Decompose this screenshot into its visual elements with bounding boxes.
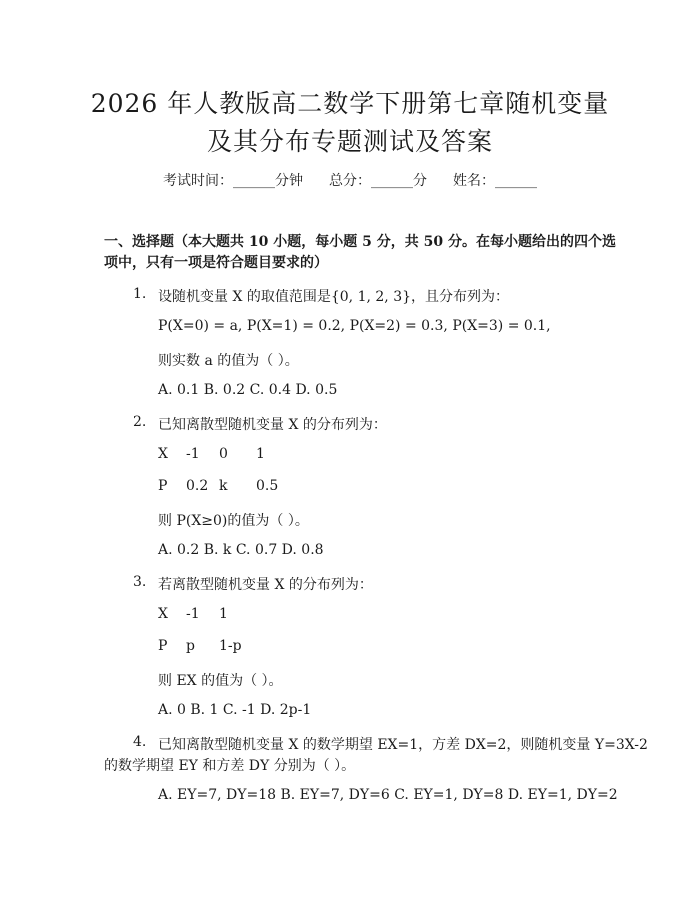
section-heading-line-2: 项中，只有一项是符合题目要求的） [104,255,328,271]
question-2-ask: 则 P(X≥0)的值为（ ）。 [158,513,309,529]
question-2-stem: 已知离散型随机变量 X 的分布列为： [158,417,387,433]
question-3-number: 3. [133,574,147,590]
table-cell: X [158,606,168,622]
section-heading-line-1: 一、选择题（本大题共 10 小题，每小题 5 分，共 50 分。在每小题给出的四个选 [104,234,616,250]
table-cell: 1-p [219,638,242,654]
question-4-options: A. EY=7, DY=18 B. EY=7, DY=6 C. EY=1, DY=8 D. EY=1, DY=2 [158,787,618,803]
question-1-options: A. 0.1 B. 0.2 C. 0.4 D. 0.5 [158,382,338,398]
student-name-field: 姓名：______ [453,173,537,189]
question-3-stem: 若离散型随机变量 X 的分布列为： [158,577,373,593]
table-cell: P [158,478,168,494]
table-cell: 1 [256,446,265,462]
question-4-stem-line-1: 已知离散型随机变量 X 的数学期望 EX=1，方差 DX=2，则随机变量 Y=3X-2 [158,737,648,753]
question-3-options: A. 0 B. 1 C. -1 D. 2p-1 [158,702,312,718]
table-cell: 0.5 [256,478,279,494]
table-cell: k [219,478,228,494]
table-cell: X [158,446,168,462]
question-1-stem: 设随机变量 X 的取值范围是{0, 1, 2, 3}，且分布列为： [158,289,510,305]
question-4-number: 4. [133,734,147,750]
exam-meta [0,170,700,190]
question-2-options: A. 0.2 B. k C. 0.7 D. 0.8 [158,542,324,558]
question-1-distribution: P(X=0) = a, P(X=1) = 0.2, P(X=2) = 0.3, P(X=3) = 0.1, [158,318,551,334]
question-2-number: 2. [133,414,147,430]
table-cell: 0.2 [186,478,209,494]
table-cell: P [158,638,168,654]
table-cell: 1 [219,606,228,622]
exam-score-field: 总分：______分 [329,173,427,189]
document-title-line-1: 2026 年人教版高二数学下册第七章随机变量 [90,89,610,118]
table-cell: -1 [186,606,200,622]
question-1-ask: 则实数 a 的值为（ ）。 [158,353,299,369]
table-cell: -1 [186,446,200,462]
exam-time-field: 考试时间：______分钟 [163,173,303,189]
document-title-line-2: 及其分布专题测试及答案 [206,127,493,156]
question-3-ask: 则 EX 的值为（ ）。 [158,673,283,689]
question-4-stem-line-2: 的数学期望 EY 和方差 DY 分别为（ ）。 [104,758,356,774]
table-cell: 0 [219,446,228,462]
question-1-number: 1. [133,286,147,302]
table-cell: p [186,638,195,654]
